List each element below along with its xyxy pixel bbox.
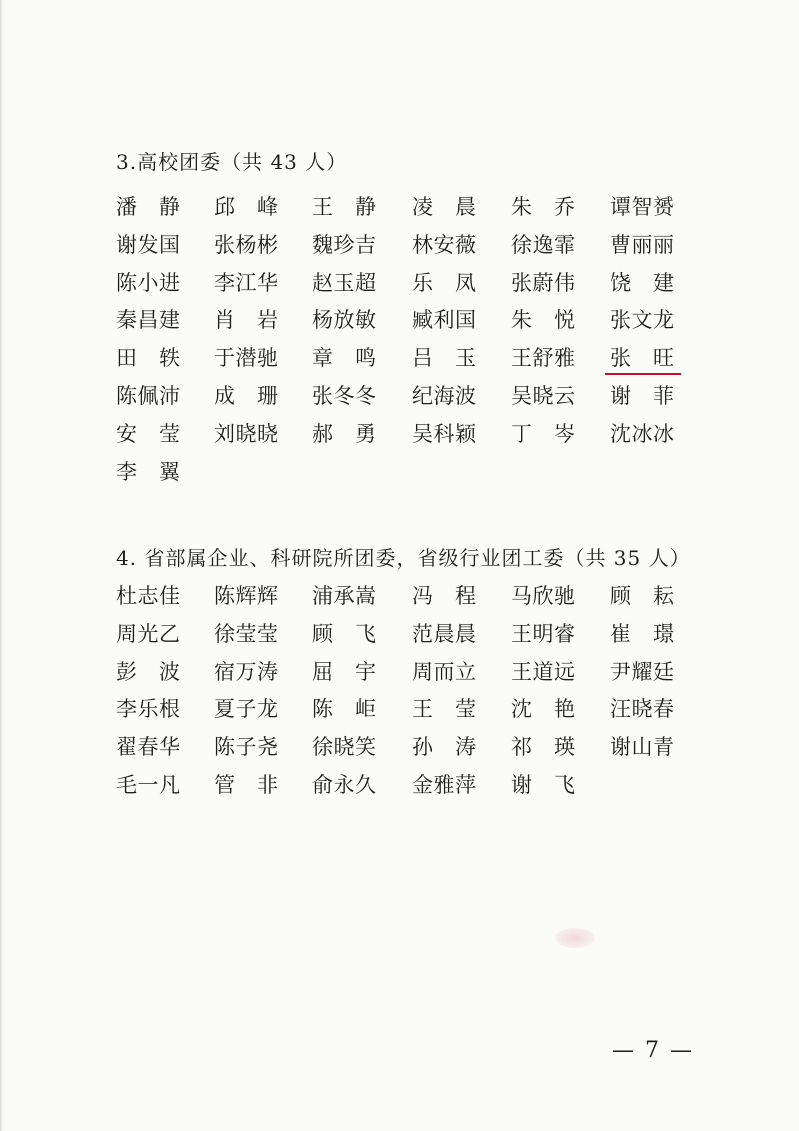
name-entry: 丁 岑 <box>511 421 575 446</box>
name-entry: 饶 建 <box>610 270 674 295</box>
name-entry: 魏 珍 吉 <box>312 232 376 257</box>
name-entry: 王 莹 <box>412 697 476 722</box>
name-entry: 陈 辉 辉 <box>214 584 278 608</box>
name-entry: 尹 耀 廷 <box>610 659 674 684</box>
section-3-heading: 3.高校团委（共 43 人） <box>116 150 348 174</box>
name-entry: 谢 山 青 <box>610 735 674 760</box>
name-entry: 曹 丽 丽 <box>610 232 674 257</box>
name-entry: 杨 放 敏 <box>312 308 376 333</box>
name-entry: 马 欣 驰 <box>511 584 575 608</box>
name-entry: 李 翼 <box>116 459 180 484</box>
name-entry: 谢 飞 <box>511 773 575 797</box>
name-entry: 张 杨 彬 <box>214 232 278 257</box>
name-entry: 管 非 <box>214 773 278 797</box>
name-entry: 张 蔚 伟 <box>511 270 575 295</box>
name-entry: 宿 万 涛 <box>214 659 278 684</box>
name-entry: 陈 子 尧 <box>214 735 278 760</box>
name-entry: 王 静 <box>312 195 376 219</box>
name-entry: 刘 晓 晓 <box>214 421 278 446</box>
name-entry: 张 文 龙 <box>610 308 674 333</box>
name-entry: 凌 晨 <box>412 195 476 219</box>
name-entry: 冯 程 <box>412 584 476 608</box>
name-entry: 秦 昌 建 <box>116 308 180 333</box>
name-entry: 徐 逸 霏 <box>511 232 575 257</box>
name-entry: 顾 飞 <box>312 621 376 646</box>
name-entry: 祁 瑛 <box>511 735 575 760</box>
name-entry: 顾 耘 <box>610 584 674 608</box>
name-entry: 周 而 立 <box>412 659 476 684</box>
name-entry: 乐 凤 <box>412 270 476 295</box>
name-entry: 潘 静 <box>116 195 180 219</box>
page-number: — 7 — <box>612 1038 694 1063</box>
name-entry: 翟 春 华 <box>116 735 180 760</box>
name-entry: 毛 一 凡 <box>116 773 180 797</box>
name-entry: 吴 科 颖 <box>412 421 476 446</box>
name-entry: 金 雅 萍 <box>412 773 476 797</box>
name-entry: 沈 艳 <box>511 697 575 722</box>
name-entry: 张 冬 冬 <box>312 384 376 408</box>
name-entry: 屈 宇 <box>312 659 376 684</box>
faint-stamp-mark <box>555 928 595 948</box>
name-entry: 孙 涛 <box>412 735 476 760</box>
name-entry: 朱 悦 <box>511 308 575 333</box>
name-entry: 张 旺 <box>610 346 674 371</box>
name-entry: 于 潜 驰 <box>214 346 278 371</box>
section-4-heading: 4. 省部属企业、科研院所团委，省级行业团工委（共 35 人） <box>116 546 691 570</box>
name-entry: 徐 晓 笑 <box>312 735 376 760</box>
name-entry: 成 珊 <box>214 384 278 408</box>
name-entry: 俞 永 久 <box>312 773 376 797</box>
name-entry: 田 轶 <box>116 346 180 371</box>
name-entry: 谢 菲 <box>610 384 674 408</box>
name-entry: 纪 海 波 <box>412 384 476 408</box>
name-entry: 陈 佩 沛 <box>116 384 180 408</box>
name-entry: 吕 玉 <box>412 346 476 371</box>
name-entry: 浦 承 嵩 <box>312 584 376 608</box>
name-entry: 杜 志 佳 <box>116 584 180 608</box>
name-entry: 王 道 远 <box>511 659 575 684</box>
name-entry: 陈 小 进 <box>116 270 180 295</box>
name-entry: 李 乐 根 <box>116 697 180 722</box>
name-entry: 周 光 乙 <box>116 621 180 646</box>
name-entry: 臧 利 国 <box>412 308 476 333</box>
name-entry: 汪 晓 春 <box>610 697 674 722</box>
name-entry: 彭 波 <box>116 659 180 684</box>
name-entry: 陈 岠 <box>312 697 376 722</box>
name-entry: 邱 峰 <box>214 195 278 219</box>
name-entry: 崔 璟 <box>610 621 674 646</box>
name-entry: 赵 玉 超 <box>312 270 376 295</box>
name-entry: 沈 冰 冰 <box>610 421 674 446</box>
name-entry: 徐 莹 莹 <box>214 621 278 646</box>
name-entry: 李 江 华 <box>214 270 278 295</box>
name-entry: 王 舒 雅 <box>511 346 575 371</box>
name-entry: 范 晨 晨 <box>412 621 476 646</box>
name-entry: 王 明 睿 <box>511 621 575 646</box>
name-entry: 夏 子 龙 <box>214 697 278 722</box>
name-entry: 郝 勇 <box>312 421 376 446</box>
page-edge <box>0 0 3 1131</box>
name-entry: 肖 岩 <box>214 308 278 333</box>
name-entry: 林 安 薇 <box>412 232 476 257</box>
name-entry: 谭 智 赟 <box>610 195 674 219</box>
name-entry: 吴 晓 云 <box>511 384 575 408</box>
name-entry: 谢 发 国 <box>116 232 180 257</box>
name-entry: 朱 乔 <box>511 195 575 219</box>
name-entry: 章 鸣 <box>312 346 376 371</box>
name-entry: 安 莹 <box>116 421 180 446</box>
red-underline-mark <box>605 373 681 375</box>
